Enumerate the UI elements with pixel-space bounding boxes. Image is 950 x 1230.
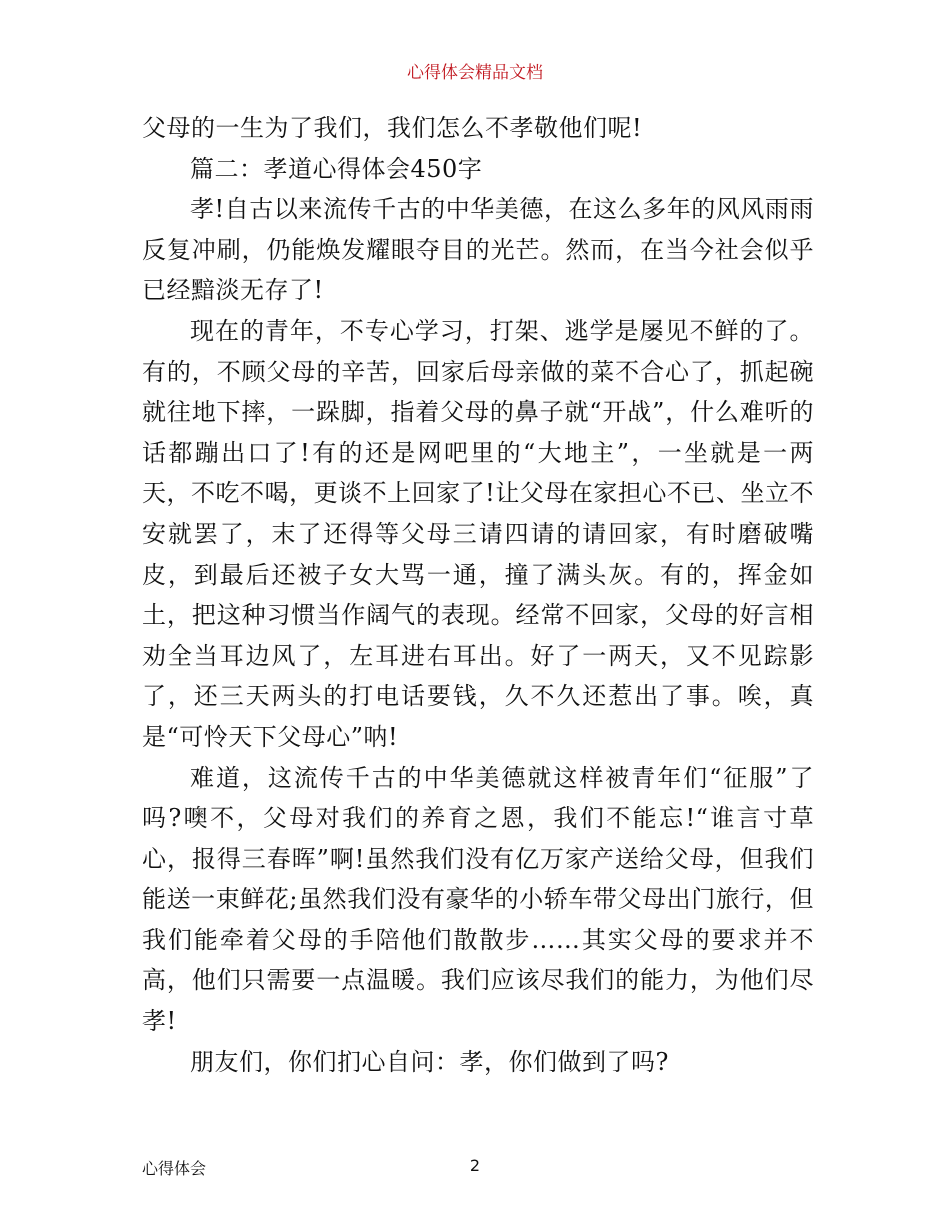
paragraph: 孝!自古以来流传千古的中华美德，在这么多年的风风雨雨反复冲刷，仍能焕发耀眼夺目的光芒。然而，在当今社会似乎已经黯淡无存了! bbox=[142, 195, 814, 305]
section-heading: 篇二：孝道心得体会450字 bbox=[190, 154, 483, 183]
footer-label: 心得体会 bbox=[142, 1159, 207, 1178]
paragraph-continuation: 父母的一生为了我们，我们怎么不孝敬他们呢! bbox=[142, 114, 643, 142]
document-body bbox=[142, 108, 814, 1082]
paragraph: 朋友们，你们扪心自问：孝，你们做到了吗? bbox=[190, 1047, 669, 1076]
paragraph: 现在的青年，不专心学习，打架、逃学是屡见不鲜的了。有的，不顾父母的辛苦，回家后母亲做的菜不合心了，抓起碗就往地下摔，一跺脚，指着父母的鼻子就“开战”，什么难听的话都蹦出口了!有的还是网吧里的“大地主”，一坐就是一两天，不吃不喝，更谈不上回家了!让父母在家担心不已、坐立不安就罢了，末了还得等父母三请四请的请回家，有时磨破嘴皮，到最后还被子女大骂一通，撞了满头灰。有的，挥金如土，把这种习惯当作阔气的表现。经常不回家，父母的好言相劝全当耳边风了，左耳进右耳出。好了一两天，又不见踪影了，还三天两头的打电话要钱，久不久还惹出了事。唉，真是“可怜天下父母心”呐! bbox=[142, 316, 814, 751]
page-header-title: 心得体会精品文档 bbox=[407, 63, 543, 83]
page-number: 2 bbox=[469, 1156, 481, 1175]
paragraph: 难道，这流传千古的中华美德就这样被青年们“征服”了吗?噢不，父母对我们的养育之恩，我们不能忘!“谁言寸草心，报得三春晖”啊!虽然我们没有亿万家产送给父母，但我们能送一束鲜花;虽然我们没有豪华的小轿车带父母出门旅行，但我们能牵着父母的手陪他们散散步……其实父母的要求并不高，他们只需要一点温暖。我们应该尽我们的能力，为他们尽孝! bbox=[142, 763, 814, 1036]
